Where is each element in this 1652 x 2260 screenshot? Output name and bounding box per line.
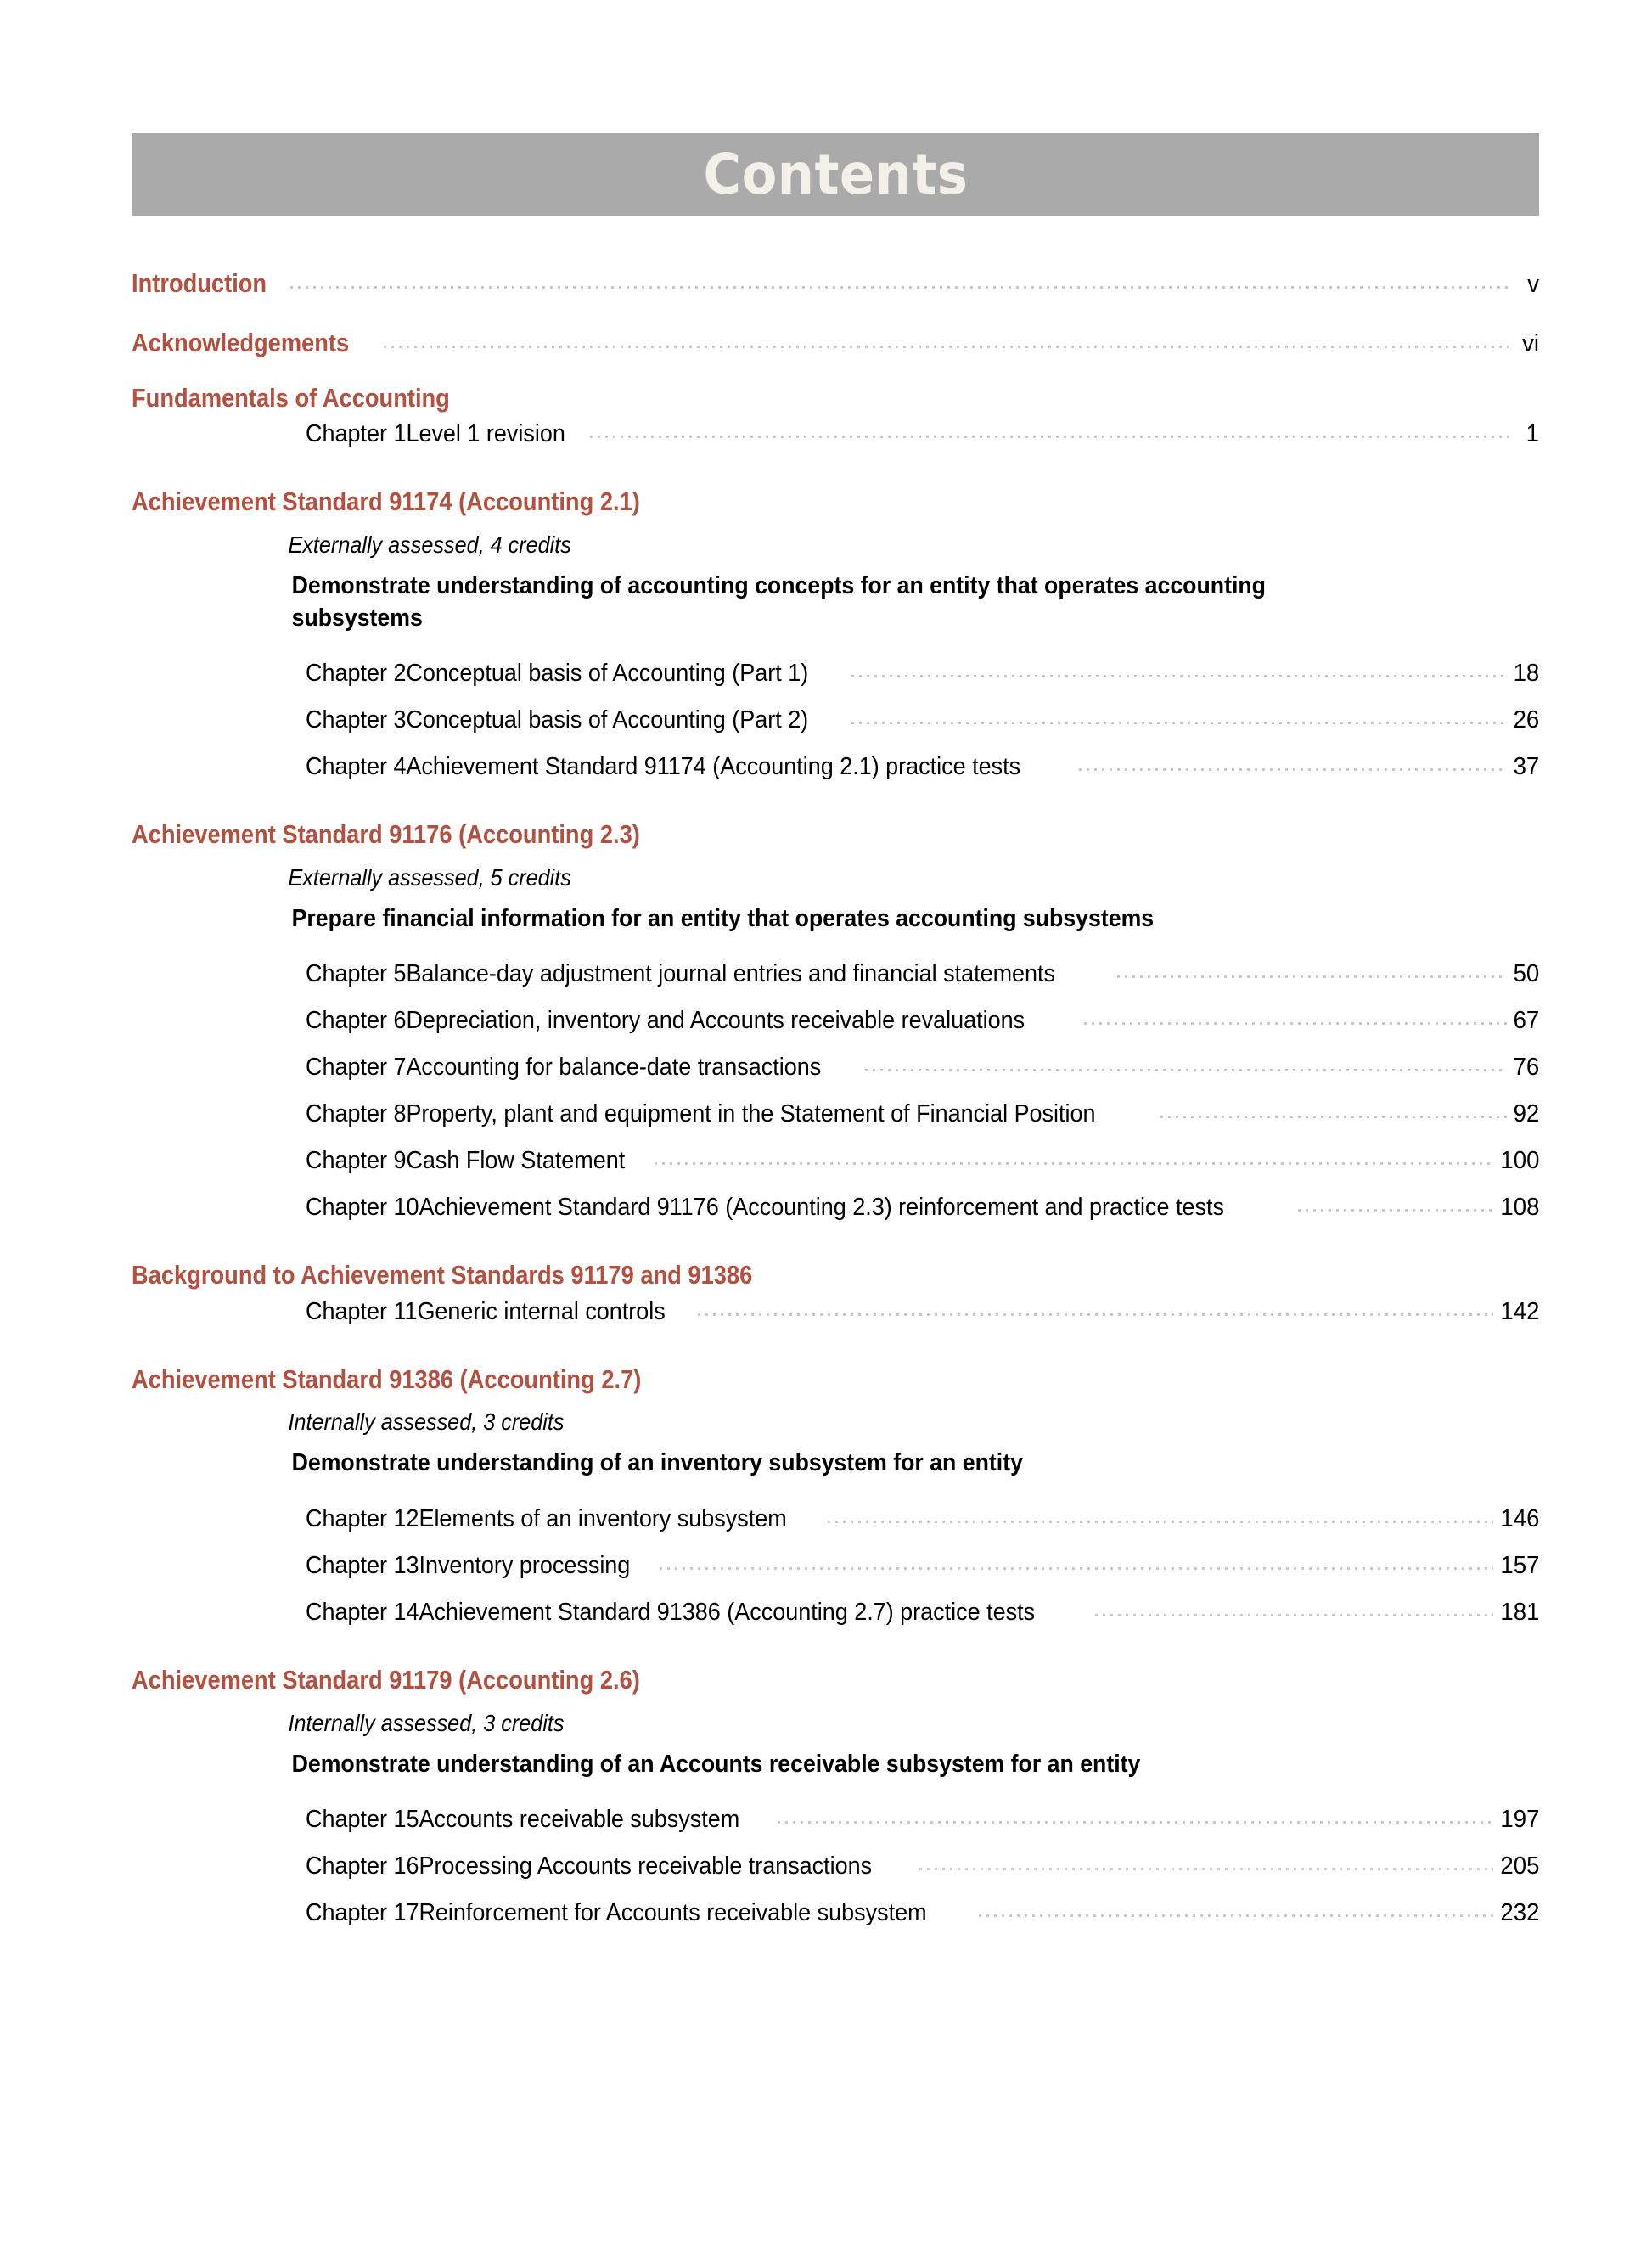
chapter-title: Reinforcement for Accounts receivable subsystem	[419, 1899, 927, 1927]
spacer	[132, 1580, 1539, 1599]
chapter-page: 37	[1513, 753, 1539, 781]
spacer	[132, 935, 1539, 960]
chapter-number: Chapter 17	[306, 1899, 419, 1927]
chapter-label	[306, 420, 565, 448]
spacer	[132, 781, 1539, 820]
spacer	[132, 1393, 1539, 1408]
chapter-number: Chapter 14	[306, 1599, 419, 1627]
chapter-row[interactable]	[132, 1552, 1539, 1580]
chapter-row[interactable]	[132, 1298, 1539, 1326]
chapter-label	[306, 1100, 1096, 1128]
toc-entry-page: vi	[1522, 330, 1539, 357]
chapter-row[interactable]	[132, 960, 1539, 988]
chapter-label	[306, 1505, 787, 1533]
spacer	[132, 1834, 1539, 1852]
spacer	[132, 1222, 1539, 1261]
chapter-page: 232	[1500, 1899, 1539, 1927]
leader-dots	[778, 1813, 1493, 1827]
chapter-page: 26	[1513, 706, 1539, 734]
spacer	[132, 988, 1539, 1007]
page-title: Contents	[703, 141, 968, 207]
spacer	[132, 1436, 1539, 1448]
section-description-as91179: Demonstrate understanding of an Accounts receivable subsystem for an entity	[291, 1750, 1141, 1778]
chapter-row[interactable]	[132, 1054, 1539, 1082]
chapter-row[interactable]	[132, 1806, 1539, 1834]
spacer	[132, 559, 1539, 571]
chapter-title: Elements of an inventory subsystem	[419, 1505, 787, 1533]
spacer	[132, 1082, 1539, 1100]
chapter-page: 67	[1513, 1007, 1539, 1035]
table-of-contents	[132, 268, 1539, 1927]
chapter-title: Processing Accounts receivable transactions	[419, 1852, 873, 1881]
chapter-page: 18	[1513, 660, 1539, 688]
chapter-number: Chapter 13	[306, 1552, 419, 1580]
leader-dots	[1160, 1108, 1507, 1122]
leader-dots	[590, 428, 1509, 441]
chapter-title: Conceptual basis of Accounting (Part 1)	[406, 660, 809, 688]
spacer	[132, 1175, 1539, 1194]
chapter-row[interactable]	[132, 1599, 1539, 1627]
chapter-page: 181	[1500, 1599, 1539, 1627]
spacer	[132, 448, 1539, 487]
chapter-number: Chapter 1	[306, 420, 407, 448]
toc-entry-page: v	[1527, 271, 1539, 298]
spacer	[132, 734, 1539, 753]
chapter-row[interactable]	[132, 1505, 1539, 1533]
chapter-page: 50	[1513, 960, 1539, 988]
chapter-label	[306, 1054, 821, 1082]
chapter-title: Achievement Standard 91176 (Accounting 2.3) reinforcement and practice tests	[419, 1194, 1224, 1222]
chapter-page: 76	[1513, 1054, 1539, 1082]
chapter-title: Generic internal controls	[417, 1297, 666, 1325]
chapter-title: Inventory processing	[419, 1552, 631, 1580]
leader-dots	[290, 278, 1509, 292]
chapter-page: 1	[1526, 420, 1539, 448]
section-credits-as91179: Internally assessed, 3 credits	[288, 1709, 565, 1736]
chapter-label	[306, 1194, 1224, 1222]
chapter-number: Chapter 16	[306, 1852, 419, 1881]
spacer	[132, 634, 1539, 660]
chapter-row[interactable]	[132, 1899, 1539, 1927]
chapter-label	[306, 1007, 1025, 1035]
chapter-row[interactable]	[132, 706, 1539, 734]
spacer	[132, 358, 1539, 384]
chapter-number: Chapter 4	[306, 753, 407, 781]
chapter-row[interactable]	[132, 660, 1539, 688]
chapter-row[interactable]	[132, 753, 1539, 781]
section-heading-background: Background to Achievement Standards 91179 and 91386	[132, 1260, 753, 1290]
leader-dots	[655, 1155, 1493, 1168]
spacer	[132, 1881, 1539, 1899]
section-heading-as91174: Achievement Standard 91174 (Accounting 2.1)	[132, 486, 640, 517]
chapter-page: 146	[1500, 1505, 1539, 1533]
leader-dots	[698, 1306, 1493, 1319]
chapter-number: Chapter 5	[306, 960, 407, 988]
chapter-row[interactable]	[132, 1147, 1539, 1175]
section-credits-as91386: Internally assessed, 3 credits	[288, 1408, 565, 1436]
leader-dots	[384, 338, 1509, 351]
chapter-label	[306, 1552, 630, 1580]
section-heading-as91176: Achievement Standard 91176 (Accounting 2.3)	[132, 819, 640, 850]
chapter-title: Level 1 revision	[406, 420, 565, 448]
leader-dots	[828, 1513, 1492, 1526]
leader-dots	[1079, 761, 1506, 774]
section-heading-as91179: Achievement Standard 91179 (Accounting 2.6)	[132, 1665, 640, 1695]
leader-dots	[979, 1907, 1493, 1920]
section-description-as91174: Demonstrate understanding of accounting concepts for an entity that operates accounting subsystems	[291, 571, 1266, 632]
spacer	[132, 1737, 1539, 1749]
chapter-title: Property, plant and equipment in the Statement of Financial Position	[406, 1100, 1096, 1128]
spacer	[132, 1533, 1539, 1552]
chapter-row[interactable]	[132, 1852, 1539, 1881]
chapter-title: Accounting for balance-date transactions	[406, 1054, 822, 1082]
chapter-page: 142	[1500, 1297, 1539, 1325]
section-description-as91176: Prepare financial information for an entity that operates accounting subsystems	[291, 904, 1155, 932]
spacer	[132, 1627, 1539, 1666]
leader-dots	[1095, 1606, 1493, 1620]
leader-dots	[851, 667, 1507, 681]
chapter-label	[306, 1298, 666, 1326]
spacer	[132, 412, 1539, 420]
chapter-number: Chapter 10	[306, 1194, 419, 1222]
chapter-label	[306, 960, 1055, 988]
section-description-as91386: Demonstrate understanding of an inventory subsystem for an entity	[291, 1449, 1023, 1477]
leader-dots	[1117, 968, 1507, 981]
section-heading-as91386: Achievement Standard 91386 (Accounting 2.7)	[132, 1363, 642, 1394]
chapter-number: Chapter 12	[306, 1505, 419, 1533]
spacer	[132, 1035, 1539, 1054]
chapter-page: 92	[1513, 1100, 1539, 1128]
chapter-title: Depreciation, inventory and Accounts receivable revaluations	[406, 1007, 1025, 1035]
spacer	[132, 849, 1539, 864]
section-credits-as91174: Externally assessed, 4 credits	[288, 531, 571, 558]
chapter-page: 108	[1500, 1194, 1539, 1222]
spacer	[132, 1480, 1539, 1505]
chapter-number: Chapter 11	[306, 1297, 418, 1325]
chapter-title: Achievement Standard 91386 (Accounting 2.7) practice tests	[419, 1599, 1036, 1627]
spacer	[132, 1695, 1539, 1710]
spacer	[132, 891, 1539, 903]
spacer	[132, 299, 1539, 328]
chapter-number: Chapter 2	[306, 660, 407, 688]
chapter-label	[306, 1852, 872, 1881]
chapter-label	[306, 660, 808, 688]
toc-entry-label: Acknowledgements	[132, 328, 350, 357]
spacer	[132, 516, 1539, 531]
leader-dots	[1298, 1201, 1492, 1215]
leader-dots	[660, 1560, 1493, 1573]
chapter-label	[306, 753, 1020, 781]
toc-entry-label: Introduction	[132, 268, 267, 298]
chapter-row[interactable]	[132, 420, 1539, 448]
chapter-number: Chapter 7	[306, 1054, 407, 1082]
spacer	[132, 688, 1539, 706]
chapter-number: Chapter 6	[306, 1007, 407, 1035]
chapter-label	[306, 1806, 739, 1834]
spacer	[132, 1780, 1539, 1806]
contents-header-bar	[132, 133, 1539, 216]
chapter-title: Conceptual basis of Accounting (Part 2)	[406, 706, 809, 734]
chapter-title: Accounts receivable subsystem	[419, 1806, 740, 1834]
chapter-title: Achievement Standard 91174 (Accounting 2.1) practice tests	[406, 753, 1021, 781]
leader-dots	[1084, 1015, 1507, 1028]
chapter-label	[306, 1899, 927, 1927]
spacer	[132, 1128, 1539, 1147]
chapter-row[interactable]	[132, 1007, 1539, 1035]
toc-entry-introduction[interactable]	[132, 268, 1539, 299]
spacer	[132, 1326, 1539, 1365]
chapter-page: 205	[1500, 1852, 1539, 1881]
chapter-row[interactable]	[132, 1194, 1539, 1222]
chapter-page: 157	[1500, 1552, 1539, 1580]
chapter-number: Chapter 9	[306, 1147, 407, 1175]
chapter-label	[306, 706, 808, 734]
chapter-title: Balance-day adjustment journal entries and financial statements	[406, 960, 1056, 988]
spacer	[132, 1290, 1539, 1298]
chapter-number: Chapter 3	[306, 706, 407, 734]
chapter-page: 100	[1500, 1147, 1539, 1175]
toc-entry-acknowledgements[interactable]	[132, 328, 1539, 358]
chapter-label	[306, 1599, 1035, 1627]
section-heading-fundamentals: Fundamentals of Accounting	[132, 383, 450, 413]
leader-dots	[919, 1860, 1492, 1874]
chapter-title: Cash Flow Statement	[406, 1147, 626, 1175]
chapter-number: Chapter 15	[306, 1806, 419, 1834]
chapter-number: Chapter 8	[306, 1100, 407, 1128]
section-credits-as91176: Externally assessed, 5 credits	[288, 863, 571, 891]
chapter-page: 197	[1500, 1806, 1539, 1834]
leader-dots	[865, 1061, 1507, 1075]
chapter-label	[306, 1147, 625, 1175]
chapter-row[interactable]	[132, 1100, 1539, 1128]
leader-dots	[851, 714, 1507, 728]
